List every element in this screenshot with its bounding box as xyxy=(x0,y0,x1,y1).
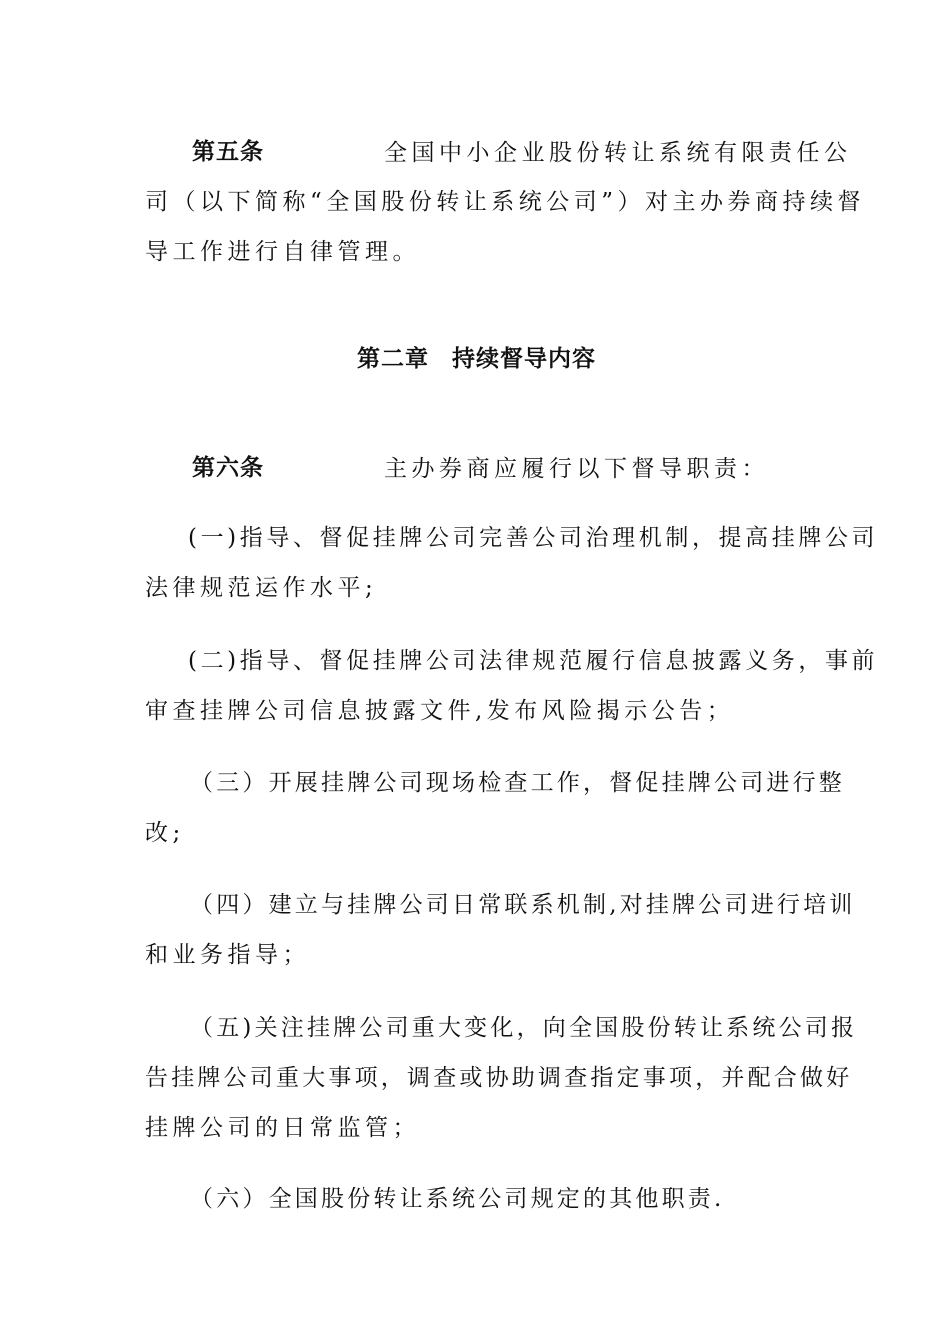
article-5-line-1: 全国中小企业股份转让系统有限责任公 xyxy=(384,140,852,166)
item-3-line-1: （三）开展挂牌公司现场检查工作，督促挂牌公司进行整 xyxy=(190,770,845,796)
item-3-line-2: 改; xyxy=(145,820,185,846)
item-5-line-3: 挂牌公司的日常监管； xyxy=(145,1115,420,1141)
item-4-line-2: 和业务指导； xyxy=(145,942,310,968)
chapter-number: 第二章 xyxy=(357,346,429,372)
item-2-line-2: 审查挂牌公司信息披露文件,发布风险揭示公告； xyxy=(145,698,735,724)
article-6-label: 第六条 xyxy=(192,455,264,481)
chapter-title: 持续督导内容 xyxy=(452,346,596,372)
article-5-line-3: 导工作进行自律管理。 xyxy=(145,239,420,265)
article-5-label: 第五条 xyxy=(192,139,264,165)
item-1-line-2: 法律规范运作水平; xyxy=(145,575,378,601)
item-4-line-1: （四）建立与挂牌公司日常联系机制,对挂牌公司进行培训 xyxy=(190,892,856,918)
article-6-intro: 主办券商应履行以下督导职责： xyxy=(384,456,769,482)
item-5-line-1: （五)关注挂牌公司重大变化，向全国股份转让系统公司报 xyxy=(190,1015,858,1041)
item-6-line-1: （六）全国股份转让系统公司规定的其他职责. xyxy=(190,1186,725,1212)
item-5-line-2: 告挂牌公司重大事项，调查或协助调查指定事项，并配合做好 xyxy=(145,1065,853,1091)
article-5-line-2: 司（以下简称“全国股份转让系统公司”）对主办券商持续督 xyxy=(145,189,866,215)
item-2-line-1: (二)指导、督促挂牌公司法律规范履行信息披露义务，事前 xyxy=(188,648,879,674)
item-1-line-1: (一)指导、督促挂牌公司完善公司治理机制，提高挂牌公司 xyxy=(188,525,879,551)
